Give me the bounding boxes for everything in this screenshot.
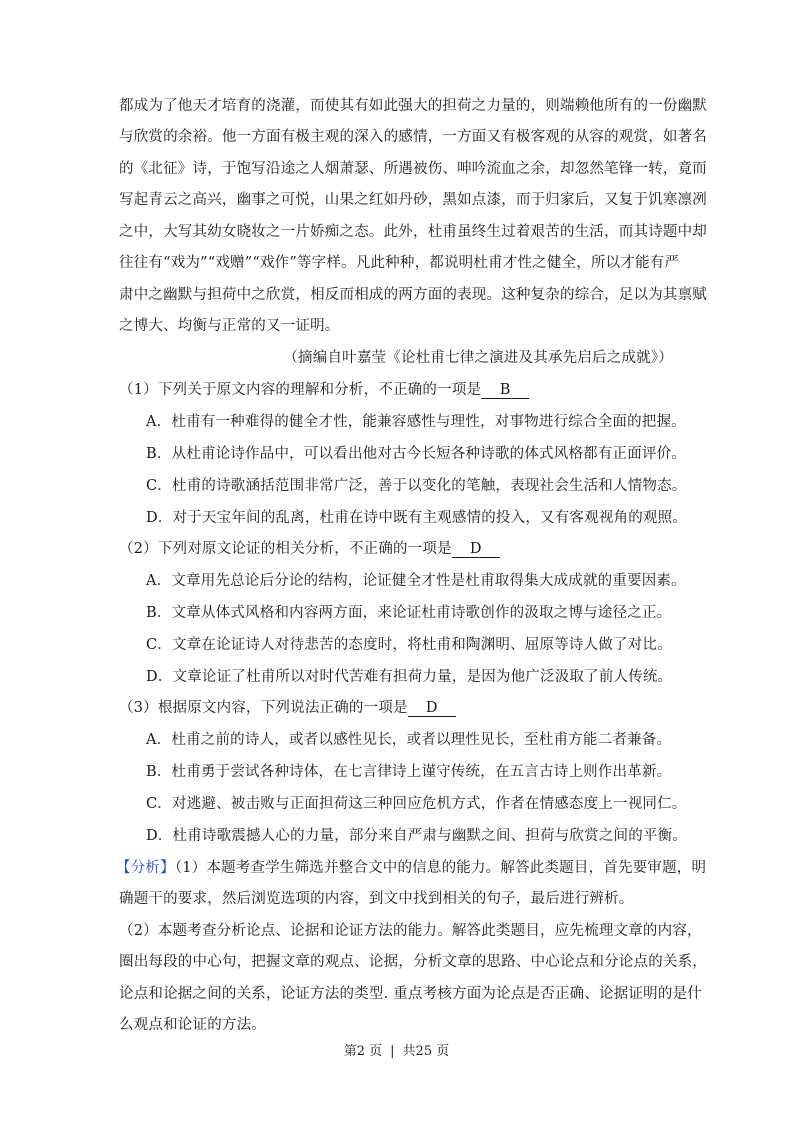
analysis-tag: 【分析】 — [116, 860, 175, 876]
question-2-answer: D — [452, 541, 500, 558]
analysis-line: 圈出每段的中心句，把握文章的观点、论据，分析文章的思路、中心论点和分论点的关系， — [119, 954, 707, 970]
body-line: 与欣赏的余裕。他一方面有极主观的深入的感情，一方面又有极客观的从容的观赏，如著名 — [119, 129, 707, 145]
question-2-option-b: B．文章从体式风格和内容两方面，来论证杜甫诗歌创作的汲取之博与途径之正。 — [146, 605, 672, 621]
source-citation: （摘编自叶嘉莹《论杜甫七律之演进及其承先启后之成就》） — [283, 350, 673, 366]
question-2-text: （2）下列对原文论证的相关分析，不正确的一项是 — [119, 541, 452, 557]
page-footer — [0, 1040, 793, 1059]
question-2-option-c: C．文章在论证诗人对待悲苦的态度时，将杜甫和陶渊明、屈原等诗人做了对比。 — [146, 637, 672, 653]
analysis-line: 论点和论据之间的关系，论证方法的类型. 重点考核方面为论点是否正确、论据证明的是什 — [119, 986, 702, 1002]
body-line: 肃中之幽默与担荷中之欣赏，相反而相成的两方面的表现。这种复杂的综合，足以为其禀赋 — [119, 287, 707, 303]
analysis-text: （1）本题考查学生筛选并整合文中的信息的能力。解答此类题目，首先要审题，明 — [174, 860, 707, 876]
question-3-option-a: A．杜甫之前的诗人，或者以感性见长，或者以理性见长，至杜甫方能二者兼备。 — [146, 732, 672, 748]
question-3-answer: D — [408, 700, 456, 717]
question-2-stem — [119, 537, 500, 558]
analysis-line: 么观点和论证的方法。 — [119, 1017, 266, 1033]
question-3-option-c: C．对逃避、被击败与正面担荷这三种回应危机方式，作者在情感态度上一视同仁。 — [146, 796, 687, 812]
body-line: 都成为了他天才培育的浇灌，而使其有如此强大的担荷之力量的，则端赖他所有的一份幽默 — [119, 98, 707, 114]
question-2-option-a: A．文章用先总论后分论的结构，论证健全才性是杜甫取得集大成成就的重要因素。 — [146, 573, 686, 589]
body-line: 往往有“戏为”“戏赠”“戏作”等字样。凡此种种，都说明杜甫才性之健全，所以才能有严 — [119, 255, 680, 271]
question-3-option-b: B．杜甫勇于尝试各种诗体，在七言律诗上谨守传统，在五言古诗上则作出革新。 — [146, 764, 672, 780]
question-1-option-a: A．杜甫有一种难得的健全才性，能兼容感性与理性，对事物进行综合全面的把握。 — [146, 414, 686, 430]
page-number: 第2 页 — [343, 1044, 383, 1059]
body-line: 的《北征》诗，于饱写沿途之人烟萧瑟、所遇被伤、呻吟流血之余，却忽然笔锋一转，竟而 — [119, 161, 707, 177]
question-3-text: （3）根据原文内容，下列说法正确的一项是 — [119, 700, 408, 716]
question-1-option-b: B．从杜甫论诗作品中，可以看出他对古今长短各种诗歌的体式风格都有正面评价。 — [146, 446, 687, 462]
question-3-option-d: D．杜甫诗歌震撼人心的力量，部分来自严肃与幽默之间、担荷与欣赏之间的平衡。 — [146, 828, 688, 844]
question-2-option-d: D．文章论证了杜甫所以对时代苦难有担荷力量，是因为他广泛汲取了前人传统。 — [146, 669, 673, 685]
question-1-text: （1）下列关于原文内容的理解和分析，不正确的一项是 — [119, 382, 482, 398]
question-1-option-c: C．杜甫的诗歌涵括范围非常广泛，善于以变化的笔触，表现社会生活和人情物态。 — [146, 478, 687, 494]
body-line: 之中，大写其幼女晓妆之一片娇痴之态。此外，杜甫虽终生过着艰苦的生活，而其诗题中却 — [119, 224, 707, 240]
question-1-answer: B — [481, 382, 529, 399]
question-1-stem — [119, 378, 529, 399]
body-line: 之博大、均衡与正常的又一证明。 — [119, 318, 340, 334]
page-total: 共25 页 — [402, 1044, 450, 1059]
question-1-option-d: D．对于天宝年间的乱离，杜甫在诗中既有主观感情的投入，又有客观视角的观照。 — [146, 510, 688, 526]
analysis-line — [116, 856, 706, 877]
question-3-stem — [119, 696, 456, 717]
analysis-line: （2）本题考查分析论点、论据和论证方法的能力。解答此类题目，应先梳理文章的内容， — [119, 923, 702, 939]
analysis-line: 确题干的要求，然后浏览选项的内容，到文中找到相关的句子，最后进行辨析。 — [119, 891, 634, 907]
body-line: 写起青云之高兴，幽事之可悦，山果之红如丹砂，黑如点漆，而于归家后，又复于饥寒凛冽 — [119, 192, 707, 208]
footer-separator: | — [390, 1044, 395, 1059]
